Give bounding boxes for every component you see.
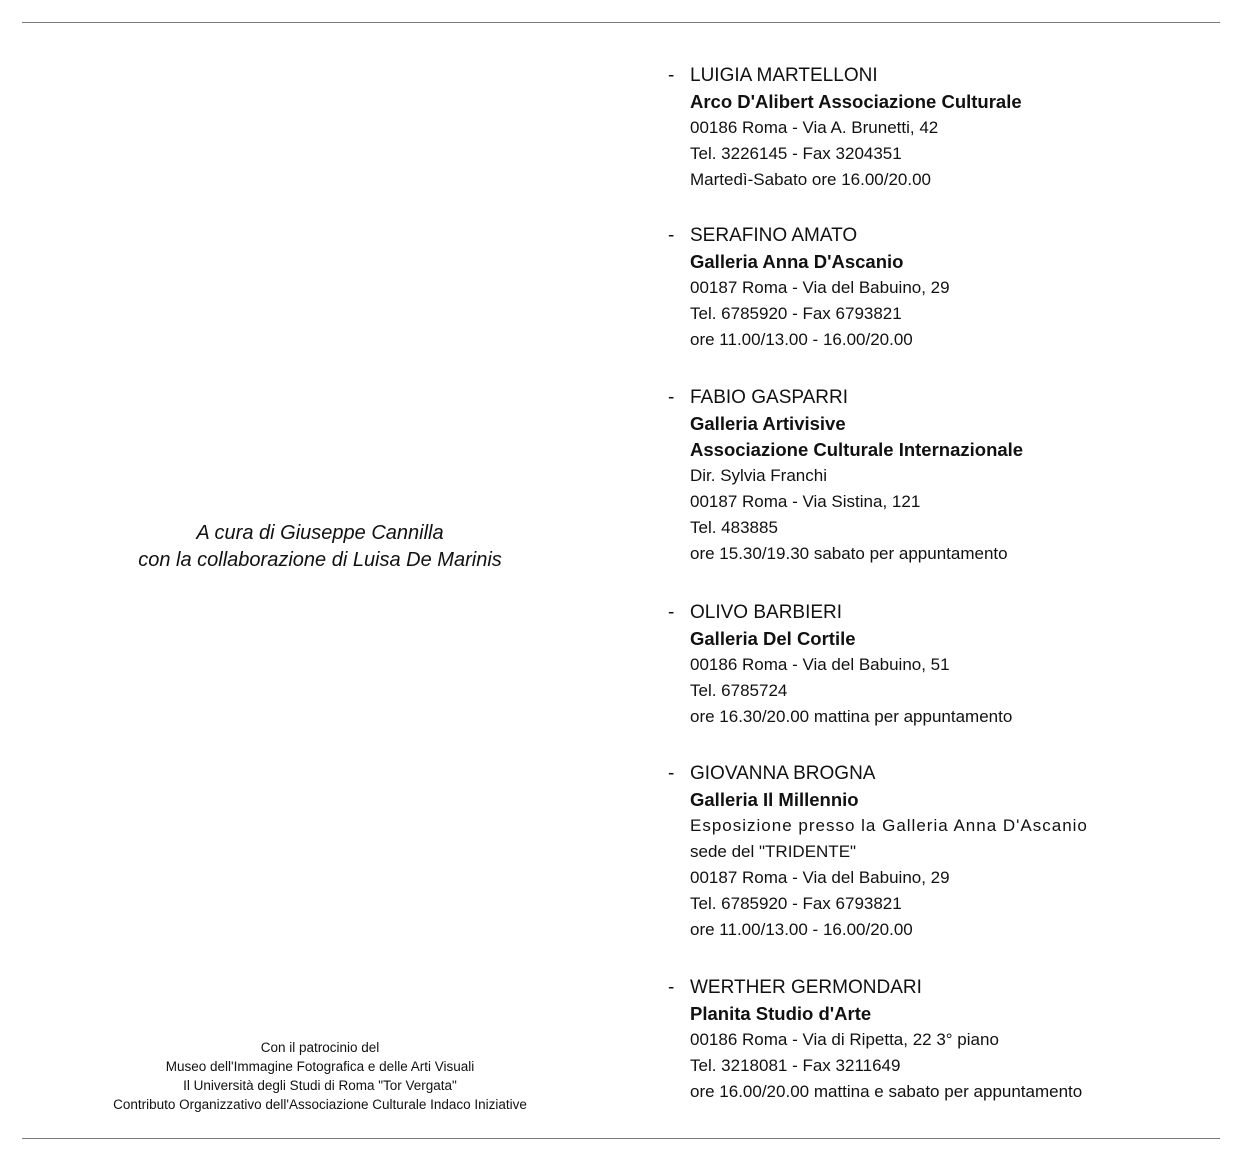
artist-name-text: LUIGIA MARTELLONI — [690, 65, 878, 86]
address: 00186 Roma - Via del Babuino, 51 — [690, 655, 950, 674]
opening-hours: ore 11.00/13.00 - 16.00/20.00 — [690, 920, 913, 939]
collaboration-line: con la collaborazione di Luisa De Marinis — [138, 549, 502, 571]
list-item — [668, 974, 1228, 1105]
artist-name — [668, 599, 1228, 626]
venue-note: sede del "TRIDENTE" — [690, 842, 857, 861]
list-dash: - — [668, 65, 675, 86]
gallery-name: Planita Studio d'Arte — [690, 1003, 872, 1024]
artist-name-text: SERAFINO AMATO — [690, 225, 858, 246]
patronage-line: Con il patrocinio del — [260, 1040, 380, 1055]
list-dash: - — [668, 387, 675, 408]
top-border-line — [22, 22, 1220, 23]
opening-hours: ore 16.30/20.00 mattina per appuntamento — [690, 707, 1013, 726]
gallery-name: Galleria Artivisive — [690, 413, 846, 434]
list-dash: - — [668, 225, 675, 246]
gallery-name: Galleria Il Millennio — [690, 789, 859, 810]
artist-name — [668, 974, 1228, 1001]
address: 00187 Roma - Via del Babuino, 29 — [690, 278, 950, 297]
phone: Tel. 6785724 — [690, 681, 788, 700]
patronage-line: Museo dell'Immagine Fotografica e delle Arti Visuali — [165, 1059, 475, 1074]
opening-hours: ore 11.00/13.00 - 16.00/20.00 — [690, 330, 913, 349]
list-item — [668, 384, 1228, 567]
artist-name — [668, 62, 1228, 89]
opening-hours: Martedì-Sabato ore 16.00/20.00 — [690, 170, 931, 189]
exhibition-venue: Esposizione presso la Galleria Anna D'Ascanio — [690, 816, 1088, 835]
list-dash: - — [668, 763, 675, 784]
phone-fax: Tel. 3218081 - Fax 3211649 — [690, 1056, 901, 1075]
patronage-line: Il Università degli Studi di Roma "Tor Vergata" — [183, 1078, 457, 1093]
patronage-line: Contributo Organizzativo dell'Associazione Culturale Indaco Iniziative — [113, 1097, 527, 1112]
phone-fax: Tel. 3226145 - Fax 3204351 — [690, 144, 902, 163]
bottom-border-line — [22, 1138, 1220, 1139]
opening-hours: ore 15.30/19.30 sabato per appuntamento — [690, 544, 1008, 563]
phone: Tel. 483885 — [690, 518, 778, 537]
director: Dir. Sylvia Franchi — [690, 466, 827, 485]
artist-name — [668, 222, 1228, 249]
gallery-name: Arco D'Alibert Associazione Culturale — [690, 91, 1022, 112]
curator-credits — [40, 520, 600, 574]
phone-fax: Tel. 6785920 - Fax 6793821 — [690, 894, 902, 913]
address: 00186 Roma - Via di Ripetta, 22 3° piano — [690, 1030, 999, 1049]
gallery-name: Galleria Del Cortile — [690, 628, 856, 649]
address: 00187 Roma - Via del Babuino, 29 — [690, 868, 950, 887]
gallery-name: Galleria Anna D'Ascanio — [690, 251, 904, 272]
artist-name — [668, 760, 1228, 787]
list-dash: - — [668, 977, 675, 998]
address: 00186 Roma - Via A. Brunetti, 42 — [690, 118, 939, 137]
list-dash: - — [668, 602, 675, 623]
artist-name-text: FABIO GASPARRI — [690, 387, 849, 408]
artist-name-text: GIOVANNA BROGNA — [690, 763, 876, 784]
address: 00187 Roma - Via Sistina, 121 — [690, 492, 921, 511]
artist-name-text: OLIVO BARBIERI — [690, 602, 843, 623]
artist-name-text: WERTHER GERMONDARI — [690, 977, 922, 998]
opening-hours: ore 16.00/20.00 mattina e sabato per appuntamento — [690, 1082, 1083, 1101]
association-name: Associazione Culturale Internazionale — [690, 439, 1024, 460]
curator-line: A cura di Giuseppe Cannilla — [196, 522, 444, 544]
list-item — [668, 222, 1228, 353]
list-item — [668, 62, 1228, 193]
patronage-block — [40, 1038, 600, 1114]
list-item — [668, 599, 1228, 730]
list-item — [668, 760, 1228, 943]
artist-name — [668, 384, 1228, 411]
phone-fax: Tel. 6785920 - Fax 6793821 — [690, 304, 902, 323]
